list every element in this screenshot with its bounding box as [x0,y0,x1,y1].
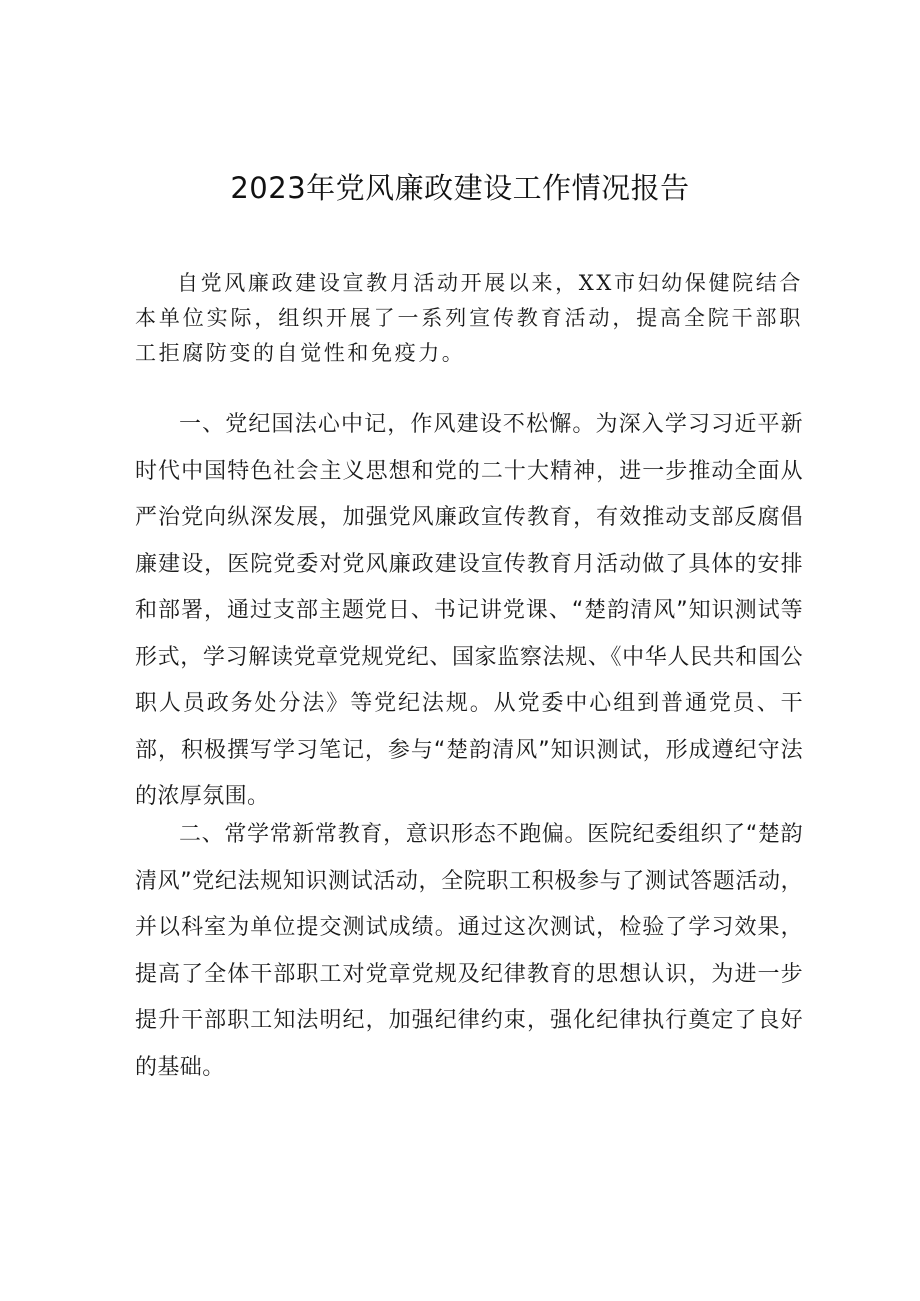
document-title: 2023年党风廉政建设工作情况报告 [230,171,690,205]
intro-paragraph: 自党风廉政建设宣教月活动开展以来，XX市妇幼保健院结合本单位实际，组织开展了一系列宣传教育活动，提高全院干部职工拒腐防变的自觉性和免疫力。 [135,271,803,365]
section-two-paragraph: 二、常学常新常教育，意识形态不跑偏。医院纪委组织了“楚韵清风”党纪法规知识测试活动，全院职工积极参与了测试答题活动，并以科室为单位提交测试成绩。通过这次测试，检验了学习效果，提高了全体干部职工对党章党规及纪律教育的思想认识，为进一步提升干部职工知法明纪，加强纪律约束，强化纪律执行奠定了良好的基础。 [135,822,803,1080]
section-one-paragraph: 一、党纪国法心中记，作风建设不松懈。为深入学习习近平新时代中国特色社会主义思想和党的二十大精神，进一步推动全面从严治党向纵深发展，加强党风廉政宣传教育，有效推动支部反腐倡廉建设，医院党委对党风廉政建设宣传教育月活动做了具体的安排和部署，通过支部主题党日、书记讲党课、“楚韵清风”知识测试等形式，学习解读党章党规党纪、国家监察法规、《中华人民共和国公职人员政务处分法》等党纪法规。从党委中心组到普通党员、干部，积极撰写学习笔记，参与“楚韵清风”知识测试，形成遵纪守法的浓厚氛围。 [135,412,803,809]
